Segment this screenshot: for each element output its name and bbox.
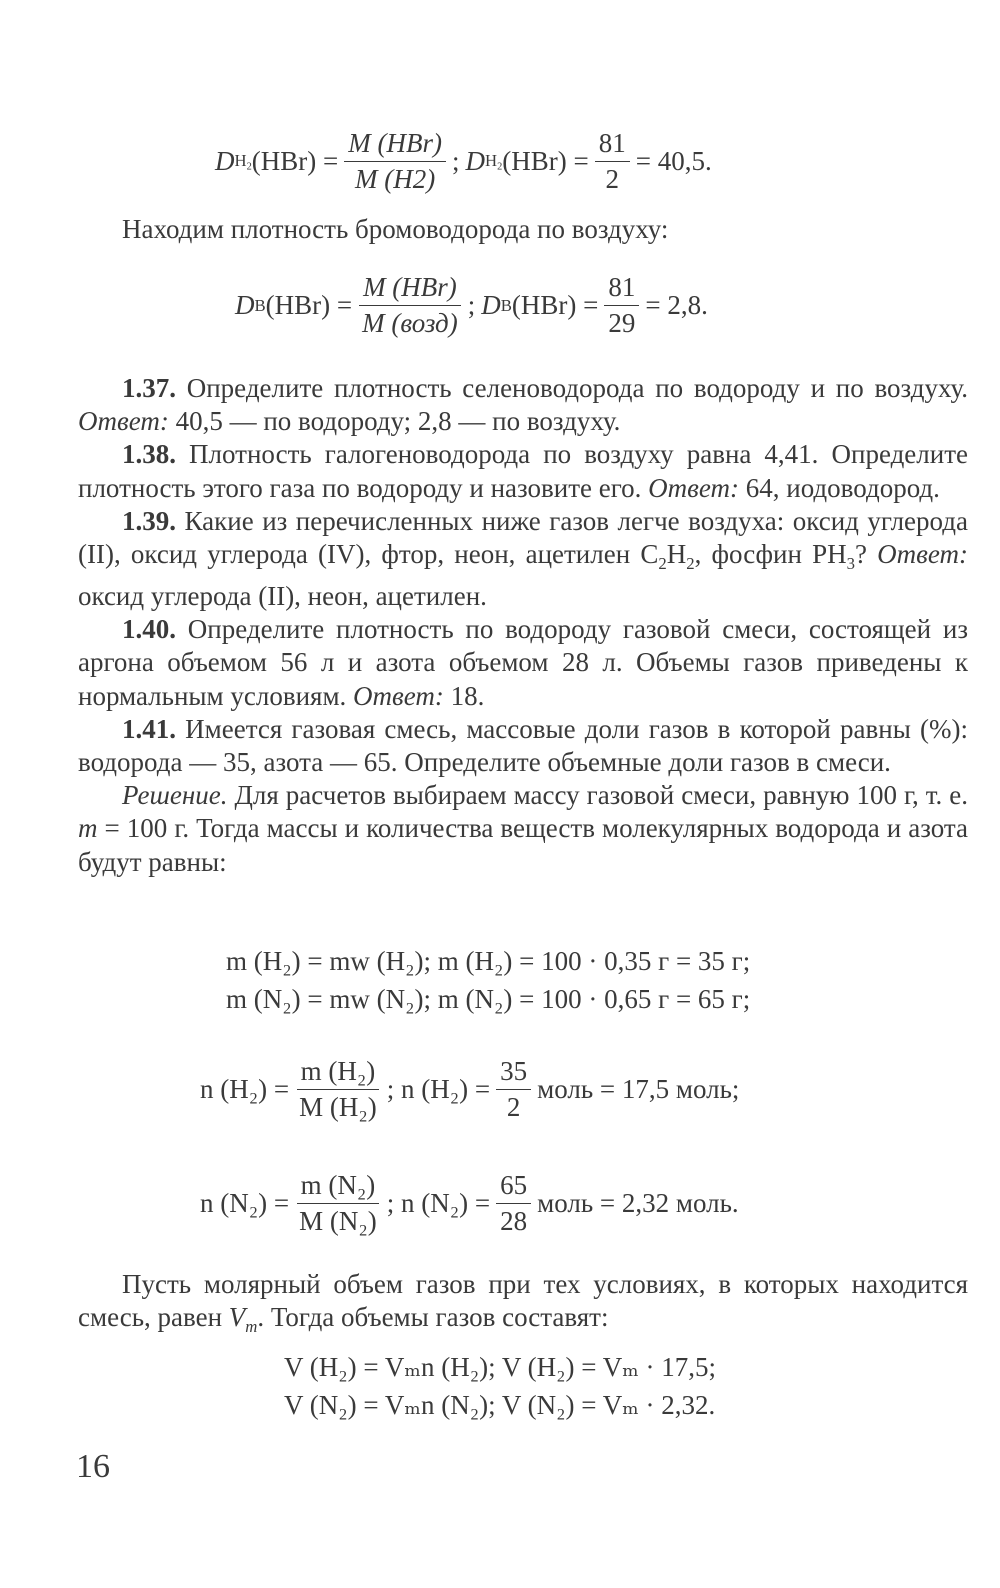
formula-lhs: n (N₂) =	[200, 1188, 290, 1218]
formula-density-air	[235, 272, 708, 339]
fraction-numerator: 35	[496, 1056, 531, 1090]
subscript: 2	[658, 553, 667, 573]
fraction	[295, 1170, 381, 1237]
intro-air-text: Находим плотность бромоводорода по воздуху:	[122, 214, 669, 244]
fraction-numerator: m (H₂)	[297, 1056, 380, 1090]
problem-text: Определите плотность по водороду газовой смеси, состоящей из аргона объемом 56 л и азота объемом 28 л. Объемы газов приведены к нормальным условиям.	[78, 614, 968, 711]
formula-symbol: D	[235, 290, 255, 320]
subscript: H	[485, 150, 498, 170]
mass-line-n2: m (N₂) = mw (N₂); m (N₂) = 100 · 0,65 г = 65 г;	[226, 984, 751, 1014]
formula-density-hydrogen	[215, 128, 712, 195]
problem-1-38	[78, 438, 968, 504]
problem-text: Плотность галогеноводорода по воздуху равна 4,41. Определите плотность этого газа по водороду и назовите его.	[78, 439, 968, 503]
subscript: 3	[846, 553, 855, 573]
subscript: m	[245, 1317, 258, 1337]
formula-argument: (HBr) =	[511, 290, 599, 320]
fraction	[358, 272, 462, 339]
answer-text: оксид углерода (II), неон, ацетилен.	[78, 581, 487, 612]
problem-text: Имеется газовая смесь, массовые доли газов в которой равны (%): водорода — 35, азота — 65. Определите объемные доли газов в смеси.	[78, 713, 968, 778]
paragraph-text: . Тогда объемы газов составят:	[257, 1302, 609, 1333]
answer-text: 18.	[443, 680, 485, 711]
problem-text: Какие из перечисленных ниже газов легче воздуха: оксид углерода (II), оксид углерода (IV), фтор, неон, ацетилен C	[78, 505, 968, 570]
problem-1-37	[78, 372, 968, 438]
formula-symbol: D	[465, 146, 485, 176]
formula-mid: ; n (N₂) =	[386, 1188, 491, 1218]
solution-paragraph	[78, 779, 968, 879]
formula-symbol: D	[481, 290, 501, 320]
problem-number: 1.38.	[122, 439, 176, 470]
volume-line-n2: V (N₂) = Vₘn (N₂); V (N₂) = Vₘ · 2,32.	[284, 1390, 716, 1420]
fraction-numerator: 65	[496, 1170, 531, 1204]
separator: ;	[467, 290, 476, 320]
problem-text: ?	[855, 539, 878, 570]
answer-label: Ответ:	[353, 680, 444, 711]
formula-result: = 40,5.	[635, 146, 712, 176]
solution-text: = 100 г. Тогда массы и количества веществ молекулярных водорода и азота будут равны:	[78, 813, 968, 877]
problem-number: 1.39.	[122, 505, 176, 536]
molar-volume-text	[78, 1268, 968, 1343]
fraction-numerator: 81	[604, 272, 639, 306]
subscript: B	[254, 295, 266, 315]
volume-line-h2: V (H₂) = Vₘn (H₂); V (H₂) = Vₘ · 17,5;	[284, 1352, 717, 1382]
problem-1-40	[78, 613, 968, 713]
solution-label: Решение.	[122, 780, 228, 811]
fraction-denominator: M (N₂)	[299, 1206, 377, 1236]
variable: m	[78, 813, 98, 844]
formula-moles-n2	[200, 1170, 739, 1237]
formula-argument: (HBr) =	[265, 290, 353, 320]
problem-text: H	[666, 539, 687, 570]
formula-lhs: n (H₂) =	[200, 1074, 290, 1104]
formula-moles-h2	[200, 1056, 739, 1123]
problem-text: Определите плотность селеноводорода по водороду и по воздуху.	[176, 373, 968, 403]
problem-number: 1.40.	[122, 614, 176, 645]
formula-result: = 2,8.	[645, 290, 708, 320]
problem-number: 1.41.	[122, 713, 176, 744]
fraction-denominator: M (H₂)	[299, 1092, 377, 1122]
fraction	[344, 128, 446, 195]
subscript: B	[500, 295, 512, 315]
answer-label: Ответ:	[877, 539, 969, 570]
fraction	[295, 1056, 381, 1123]
problem-text: , фосфин PH	[694, 539, 847, 570]
fraction	[595, 128, 630, 195]
fraction-numerator: M (HBr)	[359, 272, 461, 306]
fraction-denominator: 28	[500, 1206, 528, 1236]
problem-number: 1.37.	[122, 373, 176, 403]
fraction-denominator: 2	[506, 1092, 521, 1122]
subscript: 2	[246, 161, 252, 173]
variable: V	[228, 1302, 246, 1333]
subscript: 2	[686, 553, 695, 573]
problems-block	[78, 372, 968, 879]
fraction	[496, 1056, 531, 1123]
formula-mid: ; n (H₂) =	[386, 1074, 491, 1104]
formula-argument: (HBr) =	[502, 146, 589, 176]
fraction-denominator: 29	[608, 308, 636, 338]
problem-1-41	[78, 713, 968, 779]
problem-1-39	[78, 505, 968, 613]
subscript: H	[234, 150, 247, 170]
fraction-numerator: M (HBr)	[344, 128, 446, 162]
solution-text: Для расчетов выбираем массу газовой смеси, равную 100 г, т. е.	[227, 780, 968, 811]
fraction-numerator: m (N₂)	[297, 1170, 380, 1204]
fraction	[604, 272, 639, 339]
answer-label: Ответ:	[648, 472, 740, 503]
molar-volume-paragraph	[78, 1268, 968, 1343]
fraction	[496, 1170, 531, 1237]
answer-label: Ответ:	[78, 406, 169, 437]
fraction-numerator: 81	[595, 128, 630, 162]
page-number: 16	[76, 1448, 110, 1485]
fraction-denominator: M (H2)	[355, 164, 436, 194]
paragraph-text: Пусть молярный объем газов при тех условиях, в которых находится смесь, равен	[78, 1269, 968, 1333]
fraction-denominator: M (возд)	[362, 308, 458, 338]
answer-text: 64, иодоводород.	[739, 472, 940, 503]
formula-result: моль = 17,5 моль;	[537, 1074, 740, 1104]
formula-argument: (HBr) =	[251, 146, 339, 176]
fraction-denominator: 2	[605, 164, 619, 194]
formula-result: моль = 2,32 моль.	[537, 1188, 739, 1218]
answer-text: 40,5 — по водороду; 2,8 — по воздуху.	[168, 406, 621, 437]
formula-symbol: D	[215, 146, 235, 176]
mass-line-h2: m (H₂) = mw (H₂); m (H₂) = 100 · 0,35 г = 35 г;	[226, 946, 751, 976]
subscript: 2	[497, 161, 503, 173]
separator: ;	[451, 146, 460, 176]
